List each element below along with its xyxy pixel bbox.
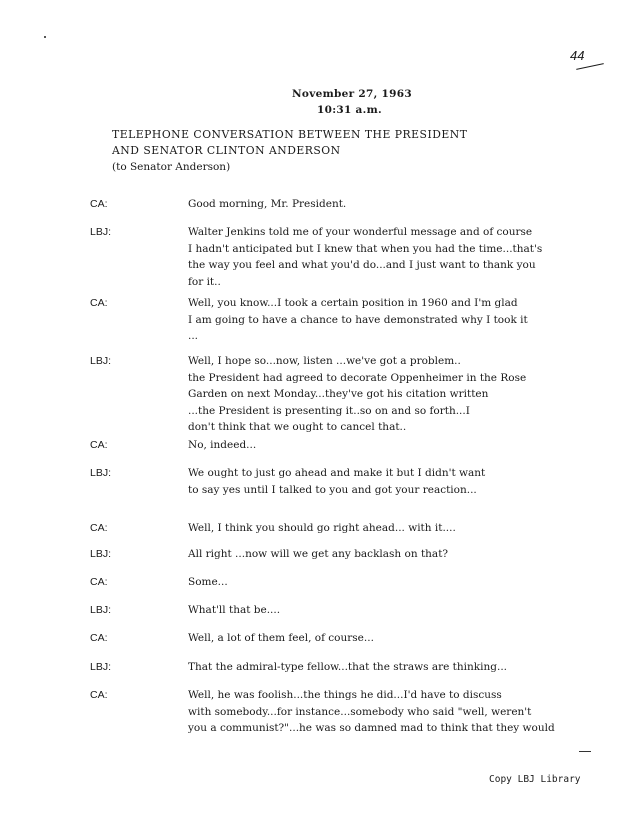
speaker-label: CA: — [90, 689, 108, 701]
speaker-label: CA: — [90, 198, 108, 210]
speech-text: Good morning, Mr. President. — [188, 198, 347, 210]
conversation-time: 10:31 a.m. — [317, 104, 382, 116]
speech-text: Well, I hope so...now, listen ...we've got a problem.. the President had agreed to decorate Oppenheimer in the Rose Garden on next Monday...they've got his citation written ...the President is presenting it..so on and so forth...I don't think that we ought to cancel that.. — [188, 355, 527, 434]
archive-credit: Copy LBJ Library — [489, 774, 581, 785]
speech-text: We ought to just go ahead and make it but I didn't want to say yes until I talked to you and got your reaction... — [188, 467, 486, 496]
speaker-label: CA: — [90, 576, 108, 588]
title-line: TELEPHONE CONVERSATION BETWEEN THE PRESIDENT — [112, 128, 468, 141]
title-line: AND SENATOR CLINTON ANDERSON — [112, 144, 341, 157]
speech-text: No, indeed... — [188, 439, 257, 451]
speaker-label: LBJ: — [90, 467, 112, 479]
speaker-label: CA: — [90, 297, 108, 309]
page-number: 44 — [570, 48, 585, 63]
speaker-label: CA: — [90, 522, 108, 534]
speaker-label: CA: — [90, 439, 108, 451]
speaker-label: LBJ: — [90, 661, 112, 673]
speech-text: Some... — [188, 576, 228, 588]
speech-text: Well, you know...I took a certain position in 1960 and I'm glad I am going to have a chance to have demonstrated why I took it ... — [188, 297, 528, 343]
speech-text: What'll that be.... — [188, 604, 281, 616]
speech-text: All right ...now will we get any backlash on that? — [188, 548, 449, 560]
stray-mark — [44, 36, 46, 38]
speaker-label: CA: — [90, 632, 108, 644]
speech-text: That the admiral-type fellow...that the straws are thinking... — [188, 661, 507, 673]
speaker-label: LBJ: — [90, 355, 112, 367]
speech-text: Well, a lot of them feel, of course... — [188, 632, 374, 644]
speaker-label: LBJ: — [90, 604, 112, 616]
speech-text: Well, he was foolish...the things he did...I'd have to discuss with somebody...for instance...somebody who said "well, weren't you a communist?"...he was so damned mad to think that they would — [188, 689, 555, 735]
recipient-note: (to Senator Anderson) — [112, 161, 231, 173]
speech-text: Walter Jenkins told me of your wonderful message and of course I hadn't anticipated but I knew that when you had the time...that's the way you feel and what you'd do...and I just want to thank you for it.. — [188, 226, 543, 288]
margin-dash — [579, 751, 591, 752]
speaker-label: LBJ: — [90, 548, 112, 560]
speaker-label: LBJ: — [90, 226, 112, 238]
conversation-date: November 27, 1963 — [292, 88, 412, 100]
speech-text: Well, I think you should go right ahead... with it.... — [188, 522, 456, 534]
